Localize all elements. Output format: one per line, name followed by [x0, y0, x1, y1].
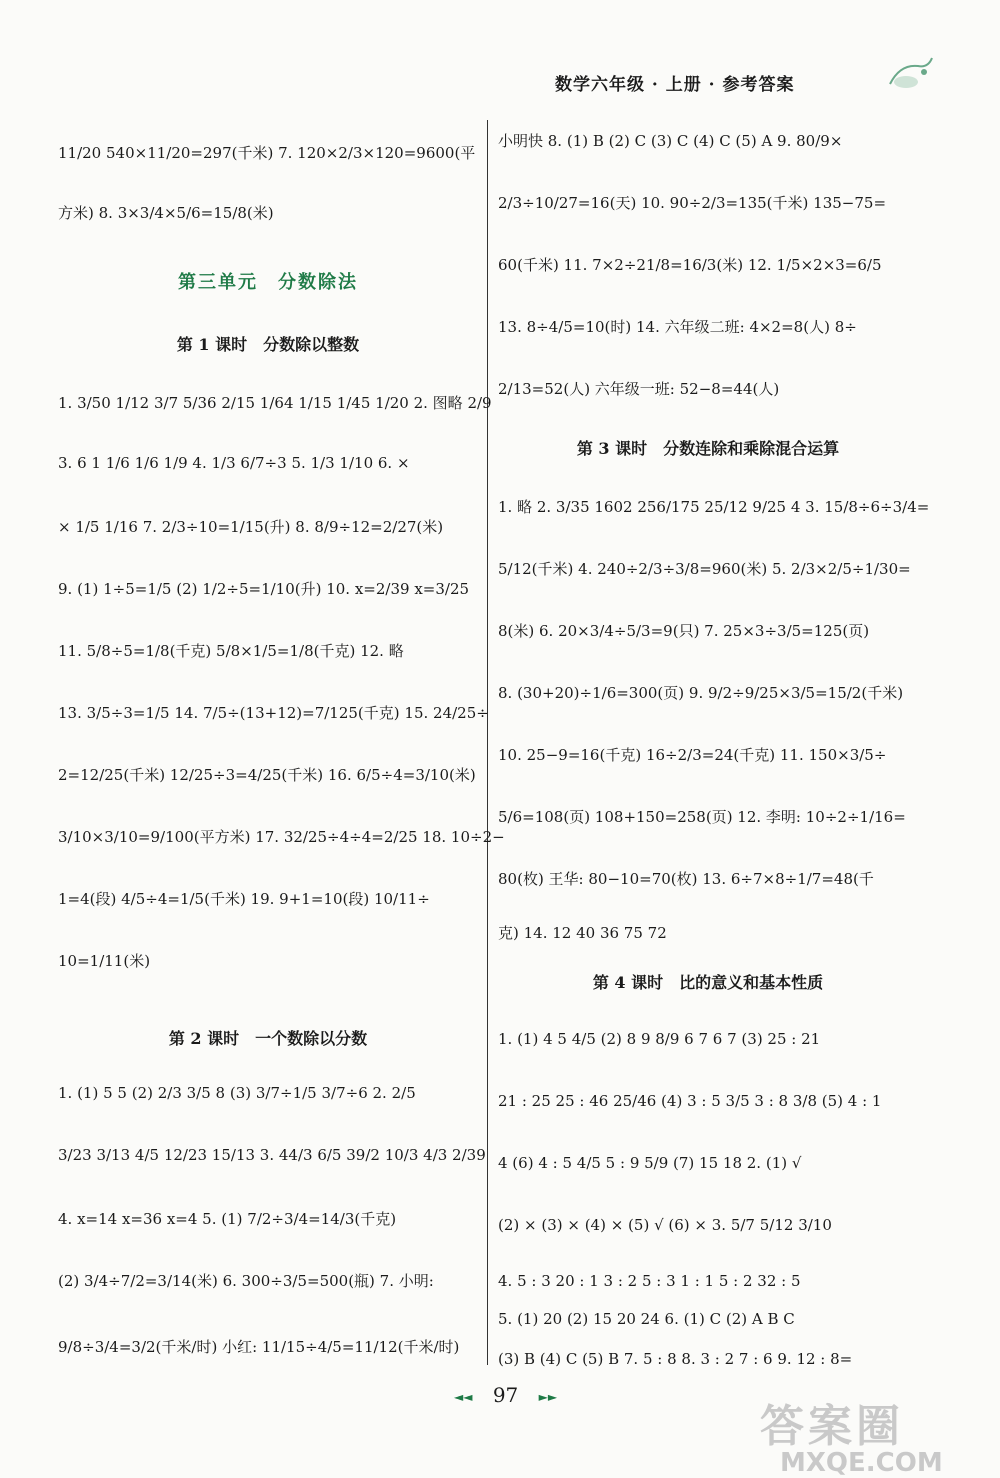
unit-title: 第三单元 分数除法 — [178, 272, 358, 293]
answer-line: 3. 6 1 1/6 1/6 1/9 4. 1/3 6/7÷3 5. 1/3 1/10 6. × — [58, 454, 410, 472]
answer-line: 1. (1) 4 5 4/5 (2) 8 9 8/9 6 7 6 7 (3) 25 : 21 — [498, 1030, 821, 1048]
answer-line: × 1/5 1/16 7. 2/3÷10=1/15(升) 8. 8/9÷12=2/27(米) — [58, 518, 444, 536]
section-title: 第 2 课时 一个数除以分数 — [168, 1029, 368, 1048]
answer-line: 4 (6) 4 : 5 4/5 5 : 9 5/9 (7) 15 18 2. (1) √ — [498, 1154, 802, 1172]
answer-line: (2) 3/4÷7/2=3/14(米) 6. 300÷3/5=500(瓶) 7. 小明: — [58, 1272, 434, 1290]
answer-line: 4. 5 : 3 20 : 1 3 : 2 5 : 3 1 : 1 5 : 2 32 : 5 — [498, 1272, 801, 1290]
answer-line: 13. 8÷4/5=10(时) 14. 六年级二班: 4×2=8(人) 8÷ — [498, 318, 857, 336]
answer-line: 10=1/11(米) — [58, 952, 151, 970]
answer-line: 1. 略 2. 3/35 1602 256/175 25/12 9/25 4 3. 15/8÷6÷3/4= — [498, 498, 930, 516]
watermark-site: MXQE.COM — [780, 1448, 943, 1478]
answer-line: 3/10×3/10=9/100(平方米) 17. 32/25÷4÷4=2/25 18. 10÷2− — [58, 828, 505, 846]
answer-line: 2/3÷10/27=16(天) 10. 90÷2/3=135(千米) 135−75= — [498, 194, 887, 212]
section-title: 第 1 课时 分数除以整数 — [176, 335, 360, 354]
answer-line: 8. (30+20)÷1/6=300(页) 9. 9/2÷9/25×3/5=15/2(千米) — [498, 684, 904, 702]
answer-line: 80(枚) 王华: 80−10=70(枚) 13. 6÷7×8÷1/7=48(千 — [498, 870, 874, 888]
answer-line: 2/13=52(人) 六年级一班: 52−8=44(人) — [498, 380, 780, 398]
answer-line: 60(千米) 11. 7×2÷21/8=16/3(米) 12. 1/5×2×3=6/5 — [498, 256, 882, 274]
answer-line: 21 : 25 25 : 46 25/46 (4) 3 : 5 3/5 3 : 8 3/8 (5) 4 : 1 — [498, 1092, 882, 1110]
column-divider — [487, 120, 488, 1365]
answer-line: 11/20 540×11/20=297(千米) 7. 120×2/3×120=9600(平 — [58, 144, 476, 162]
answer-line: 3/23 3/13 4/5 12/23 15/13 3. 44/3 6/5 39/2 10/3 4/3 2/39 — [58, 1146, 486, 1164]
answer-line: 9. (1) 1÷5=1/5 (2) 1/2÷5=1/10(升) 10. x=2/39 x=3/25 — [58, 580, 470, 598]
answer-line: 1. (1) 5 5 (2) 2/3 3/5 8 (3) 3/7÷1/5 3/7÷6 2. 2/5 — [58, 1084, 416, 1102]
answer-line: 5/6=108(页) 108+150=258(页) 12. 李明: 10÷2÷1/16= — [498, 808, 906, 826]
answer-line: 1. 3/50 1/12 3/7 5/36 2/15 1/64 1/15 1/45 1/20 2. 图略 2/9 — [58, 394, 492, 412]
answer-line: 2=12/25(千米) 12/25÷3=4/25(千米) 16. 6/5÷4=3/10(米) — [58, 766, 476, 784]
answer-line: 克) 14. 12 40 36 75 72 — [498, 924, 667, 942]
answer-line: 10. 25−9=16(千克) 16÷2/3=24(千克) 11. 150×3/5÷ — [498, 746, 887, 764]
answer-line: (3) B (4) C (5) B 7. 5 : 8 8. 3 : 2 7 : 6 9. 12 : 8= — [498, 1350, 853, 1368]
answer-line: 5. (1) 20 (2) 15 20 24 6. (1) C (2) A B C — [498, 1310, 795, 1328]
answer-line: 9/8÷3/4=3/2(千米/时) 小红: 11/15÷4/5=11/12(千米/时) — [58, 1338, 460, 1356]
watermark-text: 答案圈 — [760, 1401, 904, 1452]
answer-line: 11. 5/8÷5=1/8(千克) 5/8×1/5=1/8(千克) 12. 略 — [58, 642, 404, 660]
page-header: 数学六年级 · 上册 · 参考答案 — [555, 75, 795, 95]
answer-line: 13. 3/5÷3=1/5 14. 7/5÷(13+12)=7/125(千克) 15. 24/25÷ — [58, 704, 489, 722]
answer-line: 方米) 8. 3×3/4×5/6=15/8(米) — [58, 204, 274, 222]
section-title: 第 3 课时 分数连除和乘除混合运算 — [576, 439, 840, 458]
leaf-logo-icon — [880, 44, 940, 104]
page-number: 97 — [492, 1383, 519, 1407]
answer-line: 小明快 8. (1) B (2) C (3) C (4) C (5) A 9. 80/9× — [498, 132, 843, 150]
answer-line: 8(米) 6. 20×3/4÷5/3=9(只) 7. 25×3÷3/5=125(页) — [498, 622, 870, 640]
answer-line: 1=4(段) 4/5÷4=1/5(千米) 19. 9+1=10(段) 10/11÷ — [58, 890, 430, 908]
page-footer — [440, 1383, 571, 1407]
next-arrow-icon: ►► — [538, 1389, 558, 1404]
prev-arrow-icon: ◄◄ — [454, 1389, 473, 1404]
answer-line: (2) × (3) × (4) × (5) √ (6) × 3. 5/7 5/12 3/10 — [498, 1216, 832, 1234]
answer-line: 5/12(千米) 4. 240÷2/3÷3/8=960(米) 5. 2/3×2/5÷1/30= — [498, 560, 911, 578]
answer-line: 4. x=14 x=36 x=4 5. (1) 7/2÷3/4=14/3(千克) — [58, 1210, 397, 1228]
watermark — [760, 1390, 943, 1478]
section-title: 第 4 课时 比的意义和基本性质 — [592, 973, 824, 992]
